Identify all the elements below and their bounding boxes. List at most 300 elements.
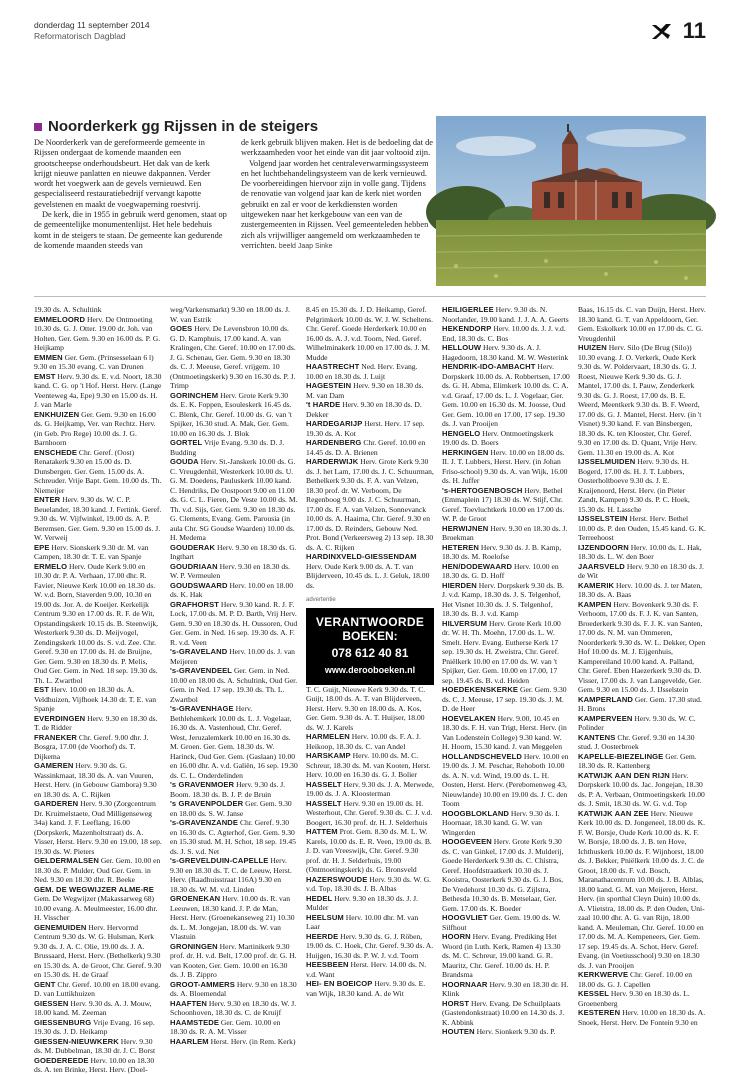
listing-entry — [34, 980, 162, 999]
listing-town: KESTEREN — [578, 1008, 621, 1017]
listing-town: 't HARDE — [306, 400, 341, 409]
listing-town: ENSCHEDE — [34, 447, 77, 457]
listing-town: GOUDRIAAN — [170, 561, 218, 571]
listing-services: Chr. Geref. 9.00 dhr. J. Bosgra, 17.00 (de Voorhof) ds. T. Dijkema — [34, 732, 149, 761]
listing-entry — [442, 932, 570, 980]
listing-town: HAASTRECHT — [306, 362, 360, 371]
listing-entry — [442, 429, 570, 448]
listing-services: Herv. 9.30 ds. W. G. v.d. Top, 18.30 ds. J. B. Albas — [306, 874, 432, 893]
listing-services: Herv. St.-Janskerk 10.00 ds. G. C. Vreugdenhil, Westerkerk 10.00 ds. U. G. M. Doedens, Pauluskerk 10.00 kand. C. Hendriks, De Oostpoort 9.00 en 11.00 ds. G. C. L. Fieren, De Veste 10.00 ds. M. Th. v.d. Sijs, Ger. Gem. 9.30 en 18.30 ds. G. Clements, Evang. Gem. Parousia (in aula Chr. SG Goudse Waarden) 10.00 ds. H. Medema — [170, 457, 298, 542]
listing-services: Chr. Geref. 10.00 en 18.00 ds. G. J. Capellen — [578, 970, 693, 989]
listing-services: Herv. Nieuwe Kerk 10.00 ds. D. Jongeneel, 18.00 ds. K. F. W. Borsje, Oude Kerk 10.00 ds. K. F. W. Borsje, 18.00 ds. J. B. ten Hove, Ichthuskerk 10.00 ds. F. Wijnhorst, 18.00 ds. J. Bekker, Pniëlkerk 10.00 ds. J. C. de Groot, 18.00 ds. F. v.d. Bosch, Maranathacentrum 10.00 ds. J. B. Alblas, 18.00 kand. G. M. van Meijeren, Herst. Herv. (in sporthal Cleyn Duin) 10.00 ds. A. Vlietstra, 18.00 ds. P. den Ouden, Uni-zaal 10.00 dhr. A. G. van Rijn, 18.00 kand. A. Meuleman, Chr. Geref. 10.00 en 17.00 ds. M. A. Kempeneers, Ger. Gem. 17 sep. 19.45 ds. A. Schot, Herv. Geref. Evang. (in Voetiusschool) 9.30 en 18.30 ds. J. van Prooijen — [578, 808, 705, 970]
listing-services: Herv. Grote Kerk 10.00 dr. W. H. Th. Moehn, 17.00 ds. L. W. Smelt. Herv. Evang. Eutherse Kerk 17 sep. 19.30 ds. H. Zweistra, Chr. Geref. Pniëlkerk 10.00 en 17.00 ds. W. van 't Spijker, Ger. Gem. 10.00 en 17.00, 17 sep. 19.45 ds. B. v.d. Heiden — [442, 618, 561, 685]
listing-services: Herv. 9.30 en 18.30 ds. A. Bloemendal — [170, 979, 297, 998]
listing-services: Herv. 9.30 en 18.30 ds. T. C. de Leeuw, Herst. Herv. (Raadhuisstraat 116A) 9.30 en 18.30 ds. W. M. v.d. Linden — [170, 856, 292, 894]
listing-services: Herv. Ontmoetingskerk 19.00 ds. D. Boers — [442, 428, 554, 447]
listing-entry — [442, 685, 570, 714]
listing-town: HARDEGARIJP — [306, 419, 363, 428]
listing-town: HUIZEN — [578, 343, 607, 352]
listing-town: GRAFHORST — [170, 599, 219, 609]
listing-services: Herv. 9.30 ds. G. Wassinkmaat, 18.30 ds. A. van Vuuren, Herst. Herv. (in Gebouw Gambora) 9.30 en 18.30 ds. A. C. Rijken — [34, 761, 157, 799]
listing-entry — [578, 695, 706, 714]
listing-column — [170, 305, 298, 1075]
listing-services: Herv. Sionskerk 9.30 dr. M. van Campen, 18.30 dr. T. E. van Spanje — [34, 542, 149, 561]
listing-services: Ger. Gem. 9.30 ds. C. J. Meeuse, 17 sep. 19.30 ds. J. M. D. de Heer — [442, 685, 567, 713]
listing-services: Chr. Geref. 10.00 en 18.00 evang. D. van Luttikhuizen — [34, 979, 161, 998]
listing-services: Herv. 9.30 en 18.30 ds. M. van Dam — [306, 381, 424, 400]
listing-town: HOLLANDSCHEVELD — [442, 751, 522, 761]
listing-entry — [306, 979, 434, 998]
listing-services: Ger. Gem. 9.30 en 16.00 ds. G. Heijkamp, Ver. van Rechtz. Herv. (in Geb. Pro Rege) 10.00 ds. J. G. Barnhoorn — [34, 409, 156, 447]
listing-services: Herv. Bovenkerk 9.30 ds. F. Verhoom, 17.00 ds. F. J. K. van Santen, Broederkerk 9.30 ds. F. J. K. van Santen, 17.00 ds. N. M. van Ommeren, Noorderkerk 9.30 ds. W. L. Dekker, Open Hof 10.00 ds. M. J. Eijgenhuis, Kampereiland 10.00 kand. A. Palland, Chr. Geref. Eben Haezerkerk 9.30 ds. D. Visser, 17.00 ds. J. van Langevelde, Ger. Gem. 9.30 en 15.00 ds. J. IJsselstein — [578, 599, 706, 694]
listing-entry — [578, 771, 706, 809]
listing-entry — [578, 1008, 706, 1027]
listing-entry — [34, 495, 162, 543]
listing-entry — [34, 799, 162, 856]
listing-entry — [578, 543, 706, 562]
listing-town: KESSEL — [578, 989, 609, 998]
listing-town: ENKHUIZEN — [34, 409, 80, 419]
listing-services: Herv. 9.30 en 18.30 ds. J. Broekman — [442, 523, 568, 542]
listing-town: GOUDSWAARD — [170, 580, 228, 590]
listing-entry — [578, 809, 706, 971]
listing-entry — [306, 780, 434, 799]
listing-services: Herv. 9.30 kand. R. J. F. Lock, 17.00 ds. M. P. D. Barth, Vrij Herv. Gem. 9.30 en 18.30 ds. H. Oussoren, Oud Ger. Gem. in Ned. 16 sep. 19.30 ds. A. F. R. v.d. Veen — [170, 599, 298, 647]
listing-entry — [170, 324, 298, 391]
listing-services: Herv. 10.00 en 18.30 ds. G. D. Hoff — [442, 561, 559, 580]
article-paragraph-text: Volgend jaar worden het centraleverwarmingssysteem en het luchtbehandelingsysteem van de kerk vernieuwd. De voorbereidingen hiervoor zijn in volle gang. Tijdens de renovatie van volgend jaar kan de kerk niet worden gebruikt en zal er voor de kerkdiensten worden uitgeweken naar het kerkgebouw van een van de zustergemeenten in Rijssen. Veel gemeenteleden hebben zich als vrijwilliger aangemeld om werkzaamheden te verrichten. — [241, 158, 429, 250]
listing-entry — [442, 524, 570, 543]
listing-services: Herv. 9.30 en 18.30 ds. J. de Wit — [578, 561, 704, 580]
listing-town: KATWIJK AAN DEN RIJN — [578, 770, 670, 780]
listing-services: Herst. Herv. 17 sep. 19.30 ds. A. Kot — [306, 419, 425, 438]
listing-entry — [170, 562, 298, 581]
listing-entry — [578, 514, 706, 543]
listing-services: Herv. 10.00 ds. J. J. v.d. End, 18.30 ds. C. Bos — [442, 324, 566, 343]
listing-town: EVERDINGEN — [34, 713, 86, 723]
church-service-listings — [34, 305, 706, 1074]
listing-town: KERKWERVE — [578, 970, 629, 979]
advert-headline: VERANTWOORDE — [315, 614, 425, 629]
listing-entry — [170, 581, 298, 600]
listing-town: HOOGVLIET — [442, 913, 488, 922]
listing-town: HAAFTEN — [170, 998, 207, 1008]
masthead — [34, 20, 706, 56]
listing-town: GORINCHEM — [170, 390, 219, 400]
listing-entry — [306, 457, 434, 552]
listing-services: Herv. 10.00 ds. J. van Meijeren — [170, 647, 295, 666]
listing-entry — [442, 1027, 570, 1037]
listing-entry — [306, 552, 434, 590]
listing-town: KAMERIK — [578, 580, 615, 590]
listing-services: Herv. 9.30 en 18.30 ds. L. Groenenberg — [578, 989, 690, 1008]
listing-town: HARDINXVELD-GIESSENDAM — [306, 552, 417, 561]
listing-entry — [306, 362, 434, 381]
listing-services: Herv. Grote Kerk 9.30 ds. C. van Ginkel, 17.00 ds. J. Mulderij, Goede Herderkerk 9.30 ds. C. Chistra, Geref. Hoofdstraatkerk 10.30 ds. J. Kooistra, Oosterkerk 9.30 ds. G. J. Bos, De Vredehorst 10.30 ds. G. Zijlstra, Bethesda 10.30 ds. B. Metselaar, Ger. Gem. 17.00 ds. K. Boeder — [442, 837, 564, 913]
listing-services: 8.45 en 15.30 ds. J. D. Heikamp, Geref. Pelgrimkerk 10.00 ds. W. J. W. Scheltens. Chr. Geref. Goede Herderkerk 10.00 en 16.00 ds. A. J. v.d. Toorn, Ned. Geref. Wilhelminakerk 10.00 en 17.00 ds. J. M. Mudde — [306, 305, 433, 362]
newspaper-logo-icon — [650, 21, 672, 43]
listing-services: Ger. Gem. 19.00 ds. W. Silfhout — [442, 913, 561, 932]
article-column-1 — [34, 138, 227, 252]
listing-entry — [170, 894, 298, 942]
listing-entry — [170, 980, 298, 999]
listing-services: Herv. De Ontmoeting 10.30 ds. G. J. Otter. 19.00 dr. Joh. van Holten. Ger. Gem. 9.30 en 16.00 ds. P. G. Heijkamp — [34, 314, 161, 352]
listing-town: HARMELEN — [306, 732, 350, 741]
listing-services: Herv. 9.30 ds. J. B. Kamp, 18.30 ds. M. Roelofse — [442, 542, 562, 561]
listing-column — [306, 305, 434, 1075]
advert-subheadline: BOEKEN: — [342, 628, 398, 643]
listing-entry — [34, 923, 162, 980]
listing-services: Herv. Dorpskerk 10.00 ds. Jac. Jongejan, 18.30 ds. P. A. Verbaan, Ontmoetingskerk 10.00 ds. J. Smit, 18.30 ds. W. G. v.d. Top — [578, 770, 705, 808]
listing-services: Herv. Dorpskerk 9.30 ds. B. J. v.d. Kamp, 18.30 ds. J. S. Telgenhof, Het Visnet 10.30 ds. J. S. Telgenhof, 18.30 ds. B. J. v.d. Kamp — [442, 580, 564, 618]
listing-town: HOEDEKENSKERKE — [442, 685, 519, 694]
listing-town: HOOGEVEEN — [442, 837, 492, 846]
listing-town: GIESSENBURG — [34, 1017, 92, 1027]
listing-entry — [34, 448, 162, 496]
listing-town: HARDENBERG — [306, 438, 362, 447]
book-advert[interactable] — [306, 608, 434, 685]
listing-town: HASSELT — [306, 798, 342, 808]
listing-entry — [442, 343, 570, 362]
listing-services: Ger. Gem. 17.30 stud. H. Brons — [578, 694, 702, 713]
listing-entry — [578, 989, 706, 1008]
listing-entry — [170, 600, 298, 648]
listing-entry — [34, 685, 162, 714]
listing-entry — [170, 704, 298, 780]
listing-town: GOUDERAK — [170, 542, 216, 552]
listing-town: HOUTEN — [442, 1027, 475, 1036]
listing-town: HOEVELAKEN — [442, 713, 496, 723]
listing-services: Vrije Evang. 16 sep. 19.30 ds. J. D. Heikamp — [34, 1017, 155, 1036]
listing-services: Herv. 9.30 ds. H. Bogerd, 17.00 ds. H. J. T. Lubbers, Oosterholtboeve 9.30 ds. J. E. Kraijenoord, Herst. Herv. (in Pieter Zandt, Kampen) 9.30 ds. P. C. Hoek, 15.30 ds. H. Lassche — [578, 457, 690, 514]
listing-entry — [306, 419, 434, 438]
listing-entry — [34, 353, 162, 372]
listing-services: Herv. 9.30 ds. A. J. Hagedoorn, 18.30 kand. M. W. Westerink — [442, 343, 569, 362]
listing-entry — [578, 733, 706, 752]
listing-services: Herv. 9.30 ds. N. Noorlander, 19.00 kand. J. J. A. A. Geerts — [442, 305, 569, 324]
listing-town: HETEREN — [442, 542, 479, 552]
listing-services: Herv. 9.30 ds. E. v.d. Noort, 18.30 kand. C. G. op 't Hof. Herst. Herv. (Lange Veenteweg 4a, Epe) 9.30 en 15.00 ds. H. J. van Marle — [34, 371, 162, 409]
listing-entry — [442, 486, 570, 524]
listing-entry — [442, 980, 570, 999]
listing-entry — [306, 894, 434, 913]
listing-town: GENEMUIDEN — [34, 922, 87, 932]
listing-services: Herv. 10.00 en 18.30 ds. A. ten Brinke, Herst. Herv. (Doel- — [34, 1055, 155, 1074]
listing-town: HAZERSWOUDE — [306, 874, 368, 884]
listing-town: EMMELOORD — [34, 314, 86, 324]
listing-entry — [170, 391, 298, 439]
listing-entry — [34, 885, 162, 923]
listing-entry — [34, 856, 162, 885]
listing-services: Herv. 9.30 en 18.30 ds. W. P. Vermeulen — [170, 561, 291, 580]
listing-town: GELDERMALSEN — [34, 856, 99, 865]
listing-town: HEILIGERLEE — [442, 305, 494, 314]
listing-services: Herv. 10.00 en 18.00 ds. K. Hak — [170, 580, 294, 599]
article-paragraph: De Noorderkerk van de gereformeerde gemeente in Rijssen ondergaat de komende maanden een grootscheepse onderhoudsbeurt. Het dak van de kerk krijgt nieuwe panlatten en nieuwe dakpannen. Verder wordt het voegwerk aan de gevels vernieuwd. Een gespecialiseerd restauratiebedrijf vervangt kapotte gevelstenen en maakt de voegwaperning roestvrij. — [34, 138, 211, 209]
listing-entry — [442, 752, 570, 809]
photo-credit: beeld Jaap Sinke — [278, 242, 333, 250]
listing-services: Herv. 10.00 ds. R. van Leeuwen, 18.30 kand. J. P. de Man, Herst. Herv. (Groenekanseweg 21) 10.30 ds. L. M. Jongejan, 18.00 ds. W. van Vlastuin — [170, 894, 295, 941]
listing-entry — [306, 381, 434, 400]
listing-services: Herv. 10.00 en 18.30 ds. A. Veldhuizen, Vijfhoek 14.30 dr. T. E. van Spanje — [34, 685, 157, 713]
listing-town: HARSKAMP — [306, 751, 351, 760]
headline-marker-icon — [34, 123, 42, 131]
listing-town: HENGELO — [442, 428, 481, 438]
listing-entry — [34, 315, 162, 353]
listing-services: Prot. Gem. 8.30 ds. M. L. W. Karels, 10.00 ds. E. R. Veen, 19.00 ds. B. J. D. van Vreeswijk, Chr. Geref. 9.30 prof. dr. H. J. Selderhuis, 19.00 (Ontmoetingskerk) ds. G. Bronsveld — [306, 827, 432, 874]
listing-town: KATWIJK AAN ZEE — [578, 808, 649, 818]
listing-entry — [442, 581, 570, 619]
listing-services: weg/Varkensmarkt) 9.30 en 18.00 ds. J. W. van Estrik — [170, 305, 291, 324]
listing-services: Herst. Herv. Bethel 10.00 ds. P. den Ouden, 15.45 kand. G. K. Terreehoost — [578, 514, 706, 542]
listing-town: HEN/DODEWAARD — [442, 561, 513, 571]
listing-town: FRANEKER — [34, 732, 77, 742]
listing-services: Baas, 16.15 ds. C. van Duijn, Herst. Herv. 18.30 kand. G. T. van Appeldoorn, Ger. Gem. Eskolkerk 10.00 en 17.00 ds. C. G. Vreugdenhil — [578, 305, 706, 343]
listing-town: IJSSELMUIDEN — [578, 457, 636, 466]
listing-entry — [578, 970, 706, 989]
listing-town: 's-GRAVENZANDE — [170, 818, 239, 827]
listing-services: Herv. 9.30 ds. G. J. Röben, 19.00 ds. C. Hoek, Chr. Geref. 9.30 ds. A. Huijgen, 16.30 ds. P. W. J. v.d. Toorn — [306, 931, 434, 960]
listing-town: ENTER — [34, 495, 61, 504]
listing-services: Herv. Oude Kerk 9.00 ds. A. T. van Blijderveen, 10.45 ds. L. J. Geluk, 18.00 ds. — [306, 561, 430, 590]
listing-entry — [34, 410, 162, 448]
listing-entry — [306, 960, 434, 979]
listing-services: Herv. 10.00 ds. F. A. J. Heikoop, 18.30 ds. C. van Andel — [306, 732, 421, 751]
article-title: Noorderkerk gg Rijssen in de steigers — [48, 118, 319, 135]
listing-town: KAPELLE-BIEZELINGE — [578, 751, 664, 761]
listing-services: Herv. Martinikerk 9.30 prof. dr. H. v.d. Belt, 17.00 prof. dr. G. H. van Kooten, Ger. Gem. 10.00 en 16.30 ds. J. B. Zippro — [170, 941, 297, 979]
article-column-2 — [241, 138, 434, 252]
listing-town: HILVERSUM — [442, 618, 488, 628]
listing-entry — [442, 324, 570, 343]
listing-services: Gem. De Wegwijzer (Makassarweg 68) 10.00 evang. A. Meulmeester, 16.00 dhr. H. Visscher — [34, 894, 158, 922]
listing-services: Herv. 9.30 en 18.30 ds. T. de Ridder — [34, 713, 158, 732]
listing-services: Ger. Gem. 9.30 en 18.00 ds. S. W. Janse — [170, 799, 292, 818]
listing-town: HARDERWIJK — [306, 457, 359, 466]
listing-entry — [578, 562, 706, 581]
advert-website[interactable]: www.derooboeken.nl — [324, 664, 416, 675]
listing-services: Herv. 9.30 en 19.00 ds. H. Westerhout, Chr. Geref. 9.30 ds. C. J. v.d. Boogert, 16.30 prof. dr. H. J. Selderhuis — [306, 798, 433, 827]
listing-town: ERMELO — [34, 561, 68, 571]
listing-services: Ger. Gem. 18.30 ds. R. Kattenberg — [578, 751, 697, 770]
listing-services: Ger. Gem. 10.00 en 18.30 ds. R. A. M. Visser — [170, 1017, 281, 1036]
listing-entry — [170, 666, 298, 704]
listing-services: Vrije Evang. 9.30 ds. D. J. Budding — [170, 438, 285, 457]
listing-town: EMST — [34, 371, 56, 381]
listing-services: Herv. 9.30 ds. A. J. Mouw, 18.00 kand. M. Zeeman — [34, 998, 152, 1017]
listing-services: 19.30 ds. A. Schultink — [34, 305, 102, 314]
church-illustration — [436, 116, 706, 286]
article-body — [34, 138, 434, 252]
listing-entry — [34, 1056, 162, 1075]
listing-entry — [578, 752, 706, 771]
listing-town: 's-HERTOGENBOSCH — [442, 485, 523, 495]
listing-services: Herst. Herv. (in Rem. Kerk) — [210, 1036, 296, 1046]
listing-entry — [442, 543, 570, 562]
listing-entry — [34, 761, 162, 799]
listing-services: Herv. Oude Kerk 9.00 en 10.30 dr. P. A. Verhaan, 17.00 dhr. R. Favier, Nieuwe Kerk 10.00 en 18.30 ds. W. v.d. Born, Staverden 9.00, 10.30 en 19.00 ds. Jor. A. de Koeijer. Kerkelijk Centrum 9.30 en 17.00 ds. R. F. de Wit, Opstandingskerk 10.15 ds. B. Steenwijk, Westerkerk 9.30 ds. D. Meijvogel, Zendingskerk 10.00 ds. S. v.d. Zee. Chr. Geref. 9.30 en 17.00 ds. H. de Bruijne, Ger. Gem. 9.30 en 18.30 ds. P. Melis, Oud Ger. Gem. in Ned. 18 sep. 19.30 ds. Th. L. Zwartbol — [34, 561, 159, 685]
listing-entry — [306, 685, 434, 733]
listing-services: T. C. Guijt, Nieuwe Kerk 9.30 ds. T. C. Guijt, 18.00 ds. A. T. van Blijderveen, Herst. Herv. 9.30 en 18.00 ds. A. Kos, Ger. Gem. 9.30 ds. A. T. Huijser, 18.00 ds. W. J. Karels — [306, 684, 426, 732]
listing-town: HORST — [442, 998, 470, 1008]
listing-column — [34, 305, 162, 1075]
article-paragraph — [241, 159, 434, 253]
listing-entry — [442, 362, 570, 429]
listing-services: Herv. 9.00, 10.45 en 18.30 ds. F. H. van Trigt, Herst. Herv. (in Van Lodenstein College) 9.30 kand. W. H. Hoorn, 15.30 kand. J. van Meggelen — [442, 713, 567, 751]
listing-entry — [34, 543, 162, 562]
listing-town: IJZENDOORN — [578, 542, 629, 552]
listing-town: HOORN — [442, 932, 471, 941]
listing-services: Herv. 9.30 ds. I. Hoornaar, 18.30 kand. G. W. van Wingerden — [442, 808, 560, 837]
listing-entry — [306, 932, 434, 961]
listing-entry — [306, 751, 434, 780]
listing-entry — [306, 875, 434, 894]
listing-entry — [306, 913, 434, 932]
listing-entry — [306, 400, 434, 419]
listing-town: HIERDEN — [442, 580, 477, 590]
listing-services: Ger. Gem. (Prinsesselaan 6 l) 9.30 en 15.30 evang. C. van Drunen — [34, 352, 154, 371]
listing-entry — [578, 600, 706, 695]
listing-entry — [34, 999, 162, 1018]
listing-entry — [442, 837, 570, 913]
listing-entry — [170, 438, 298, 457]
listing-services: Herv. 9.30 en 18.30 ds. W. J. Schoonhoven, 18.30 ds. C. de Kruijf — [170, 998, 297, 1017]
listing-services: Herv. 9.30 en 18.30 ds. J. J. Mulder — [306, 893, 419, 912]
listing-town: GOUDA — [170, 457, 199, 466]
listing-town: GRONINGEN — [170, 941, 218, 951]
issue-date: donderdag 11 september 2014 — [34, 20, 150, 30]
listing-services: Chr. Geref. 10.00 en 14.45 ds. D. A. Brienen — [306, 438, 426, 457]
listing-services: Herv. 10.00 ds. M. C. Schreur, 18.30 ds. M. van Kooten, Herst. Herv. 10.00 en 16.30 ds. G. J. Bolier — [306, 751, 431, 779]
listing-services: Herv. Silo (De Brug (Silo)) 10.30 evang. J. O. Verkerk, Oude Kerk 9.30 ds. W. Poldervaart, 18.30 ds. G. J. Roest, Nieuwe Kerk 9.30 ds. G. J. Mantel, 17.00 ds. I. Pauw, Zenderkerk 9.30 ds. G. J. Roest, 17.00 ds. B. E. Weerd, Meentkerk 9.30 ds. B. F. Weerd, 17.00 ds. G. J. Mantel, Herst. Herv. (in 't Visnet) 9.30 kand. F. van Binsbergen, 18.30 ds. K. ten Klooster, Chr. Geref. 9.30 en 17.00 ds. D. Quant, Vrije Herv. Gem. 11.30 en 19.00 ds. A. Kot — [578, 343, 702, 457]
listing-town: HAGESTEIN — [306, 381, 352, 390]
church-photo — [436, 116, 706, 286]
listing-entry — [306, 438, 434, 457]
listing-town: GORTEL — [170, 438, 203, 447]
listing-town: GIESSEN-NIEUWKERK — [34, 1036, 119, 1046]
listing-entry — [34, 305, 162, 315]
listing-town: 's-GREVELDUIN-CAPELLE — [170, 856, 269, 865]
listing-entry — [170, 942, 298, 980]
listing-town: HEKENDORP — [442, 324, 492, 333]
listing-town: IJSSELSTEIN — [578, 514, 628, 523]
listing-services: Ned. Herv. Evang. 10.00 en 18.30 ds. J. Luijt — [306, 362, 418, 381]
listing-services: Herv. Dorpskerk 10.00 ds. A. Robbertsen, 17.00 ds. G. H. Abma, Elimkerk 10.00 ds. C. A. v.d. Graaf, 17.00 ds. L. J. Vogelaar, Ger. Gem. 10.00 en 16.30 ds. M. Joosse, Oud Ger. Gem. 10.00 en 17.00, 17 sep. 19.30 ds. J. van Prooijen — [442, 362, 570, 428]
listing-town: HEDEL — [306, 893, 333, 903]
listing-services: Herv. 10.00 ds. J. ter Maten, 18.30 ds. A. Baas — [578, 580, 703, 599]
listing-town: HEERDE — [306, 931, 339, 941]
listing-services: Herv. De Levensbron 10.00 ds. G. D. Kamphuis, 17.00 kand. A. van Kralingen, Chr. Geref. 10.00 en 17.00 ds. J. G. Schenau, Ger. Gem. 9.30 en 18.30 ds. C. J. Meeuse, Geref. vrijgem. 10 (Ontmoetingskerk) 9.30 en 16.30 ds. P. J. Trimp — [170, 324, 296, 390]
listing-services: Herv. Bethel (Emmaplein 17) 18.30 ds. W. Stijf, Chr. Geref. Toevluchtkerk 10.00 en 17.00 ds. W. P. de Groot — [442, 485, 565, 523]
listing-entry — [306, 732, 434, 751]
listing-town: HERWIJNEN — [442, 523, 489, 533]
listing-town: 's-GRAVENHAGE — [170, 704, 234, 713]
listing-services: Herv. 9.30 ds. M. Dubbelman, 18.30 dr. J. C. Borst — [34, 1036, 156, 1055]
listing-services: Herv. 9.30 en 18.30 ds. G. Ingthart — [170, 542, 297, 561]
listing-entry — [34, 1037, 162, 1056]
listing-entry — [442, 999, 570, 1028]
listing-services: Herv. 9.30 ds. J. A. Merwede, 19.00 ds. J. A. Kloosterman — [306, 779, 434, 798]
listing-town: 's GRAVENPOLDER — [170, 799, 244, 808]
listing-services: Herv. 9.30 en 18.30 dr. H. Klink — [442, 979, 569, 998]
listing-entry — [442, 714, 570, 752]
listing-town: HOOGBLOKLAND — [442, 808, 510, 818]
listing-town: EST — [34, 685, 50, 694]
listing-entry — [442, 913, 570, 932]
listing-services: Herv. 9.30 ds. W. C. P. Beuelander, 18.30 kand. J. Fertink. Geref. 9.30 ds. W. Vijfwinkel, 19.00 ds. A. P. Beremsen. Ger. Gem. 9.30 en 15.00 ds. J. W. Verweij — [34, 495, 162, 542]
advert-phone: 078 612 40 81 — [331, 645, 409, 660]
listing-entry — [170, 818, 298, 856]
page-number: 11 — [682, 18, 706, 43]
listing-town: KAMPEN — [578, 599, 612, 609]
listing-entry — [442, 305, 570, 324]
listing-entry — [578, 343, 706, 457]
listing-town: JAARSVELD — [578, 561, 625, 571]
listing-entry — [170, 457, 298, 543]
listing-town: KANTENS — [578, 732, 616, 742]
listing-entry — [34, 372, 162, 410]
listing-services: Herv. Grote Kerk 9.30 ds. E. K. Foppen, Esouleskerk 16.45 ds. C. Blenk, Chr. Geref. 10.00 ds. G. van 't Spijker, 16.30 stud. A. Mak, Ger. Gem. 10.00 en 16.30 ds. J. Blok — [170, 390, 292, 438]
listing-town: GENT — [34, 979, 56, 989]
listing-entry — [34, 733, 162, 762]
listing-services: Ger. Gem. in Ned. 10.00 en 18.00 ds. A. Schultink, Oud Ger. Gem. in Ned. 17 sep. 19.30 ds. Th. L. Zwartbol — [170, 666, 298, 704]
listing-entry — [578, 581, 706, 600]
listing-entry — [442, 619, 570, 686]
listing-town: 's-GRAVELAND — [170, 647, 228, 656]
section-divider — [34, 296, 706, 297]
listing-town: 's GRAVENMOER — [170, 780, 235, 789]
listing-town: HEI- EN BOEICOP — [306, 979, 373, 988]
listing-town: HOORNAAR — [442, 979, 488, 989]
listing-column — [442, 305, 570, 1075]
listing-entry — [170, 647, 298, 666]
listing-services: Herv. Grote Kerk 9.30 ds. J. het Lam, 17.00 ds. J. C. Schuurman, Bethelkerk 9.30 ds. F. A. van Velzen, 18.30 prof. dr. W. Verboom, De Regenboog 9.00 ds. J. C. Schuurman, 17.00 ds. F. A. van Velzen, Sonnevanck 10.00 ds. A. Haaima, Chr. Geref. 9.30 en 17.00 ds. D. Reinders, Gebouw Ned. Prot. Bond (Verkeersweg 2) 13 sep. 18.30 ds. A. C. Rijken — [306, 457, 434, 552]
listing-entry — [306, 827, 434, 875]
listing-services: Chr. Geref. (Oost) Renatakerk 9.30 en 15.00 ds. D. Dunsbergen. Ger. Gem. 15.00 ds. A. Schreuder. Vrije Bapt. Gem. 10.00 ds. Th. Niemeijer — [34, 447, 162, 495]
listing-town: GEM. DE WEGWIJZER ALME-RE — [34, 884, 154, 894]
listing-services: Herv. 9.30 en 18.30 ds. D. Dekker — [306, 400, 422, 419]
listing-entry — [34, 1018, 162, 1037]
listing-entry — [170, 780, 298, 799]
listing-town: EPE — [34, 542, 50, 552]
listing-town: HERKINGEN — [442, 447, 489, 457]
listing-services: Chr. Geref. 9.30 en 16.30 ds. C. Agterhof, Ger. Gem. 9.30 en 15.30 stud. M. H. Schot, 18 sep. 19.45 ds. J. S. v.d. Net — [170, 818, 296, 856]
listing-entry — [170, 543, 298, 562]
listing-town: GROOT-AMMERS — [170, 979, 235, 989]
listing-services: Herv. 10.00 en 18.30 ds. A. Snoek, Herst. Herv. De Fontein 9.30 en — [578, 1008, 706, 1027]
listing-entry — [306, 799, 434, 828]
listing-town: HEELSUM — [306, 912, 344, 922]
listing-entry — [170, 1037, 298, 1047]
listing-services: Herv. 10.00 en 19.00 ds. J. M. Peschar, Rehoboth 10.00 ds. A. N. v.d. Wind, 19.00 ds. L. H. Oosten, Herst. Herv. (Perebomenweg 43, Nieuwlande) 10.00 en 19.00 ds. J. C. den Toom — [442, 751, 569, 808]
listing-town: HATTEM — [306, 827, 338, 836]
listing-entry — [578, 457, 706, 514]
listing-services: Herv. 9.30 ds. E. van Wijk, 18.30 kand. A. de Wit — [306, 979, 426, 998]
article-headline — [34, 118, 434, 135]
listing-entry — [306, 305, 434, 362]
advert-label: advertentie — [306, 597, 336, 603]
listing-town: GARDEREN — [34, 799, 79, 808]
listing-town: EMMEN — [34, 352, 63, 362]
listing-services: Herv. Bethlehemkerk 10.00 ds. L. J. Vogelaar, 16.30 ds. A. Vastenhoud, Chr. Geref. West, Jeruzalemkerk 10.00 en 16.30 ds. M. Groen. Ger. Gem. 18.30 ds. W. Harinck, Oud Ger. Gem. (Gaslaan) 10.00 en 16.00 dhr. A. v.d. Galiën, 16 sep. 19.30 ds. C. L. Onderdelinden — [170, 704, 298, 780]
listing-entry — [442, 809, 570, 838]
listing-entry — [34, 714, 162, 733]
listing-town: HEESBEEN — [306, 960, 349, 969]
listing-services: Ger. Gem. 10.00 en 18.30 ds. P. Mulder, Oud Ger. Gem. in Ned. 9.30 en 18.30 dhr. R. Beeke — [34, 856, 161, 884]
listing-entry — [578, 714, 706, 733]
listing-services: Herv. 9.30 ds. W. C. Polinder — [578, 713, 696, 732]
listing-town: 's-GRAVENDEEL — [170, 666, 233, 675]
